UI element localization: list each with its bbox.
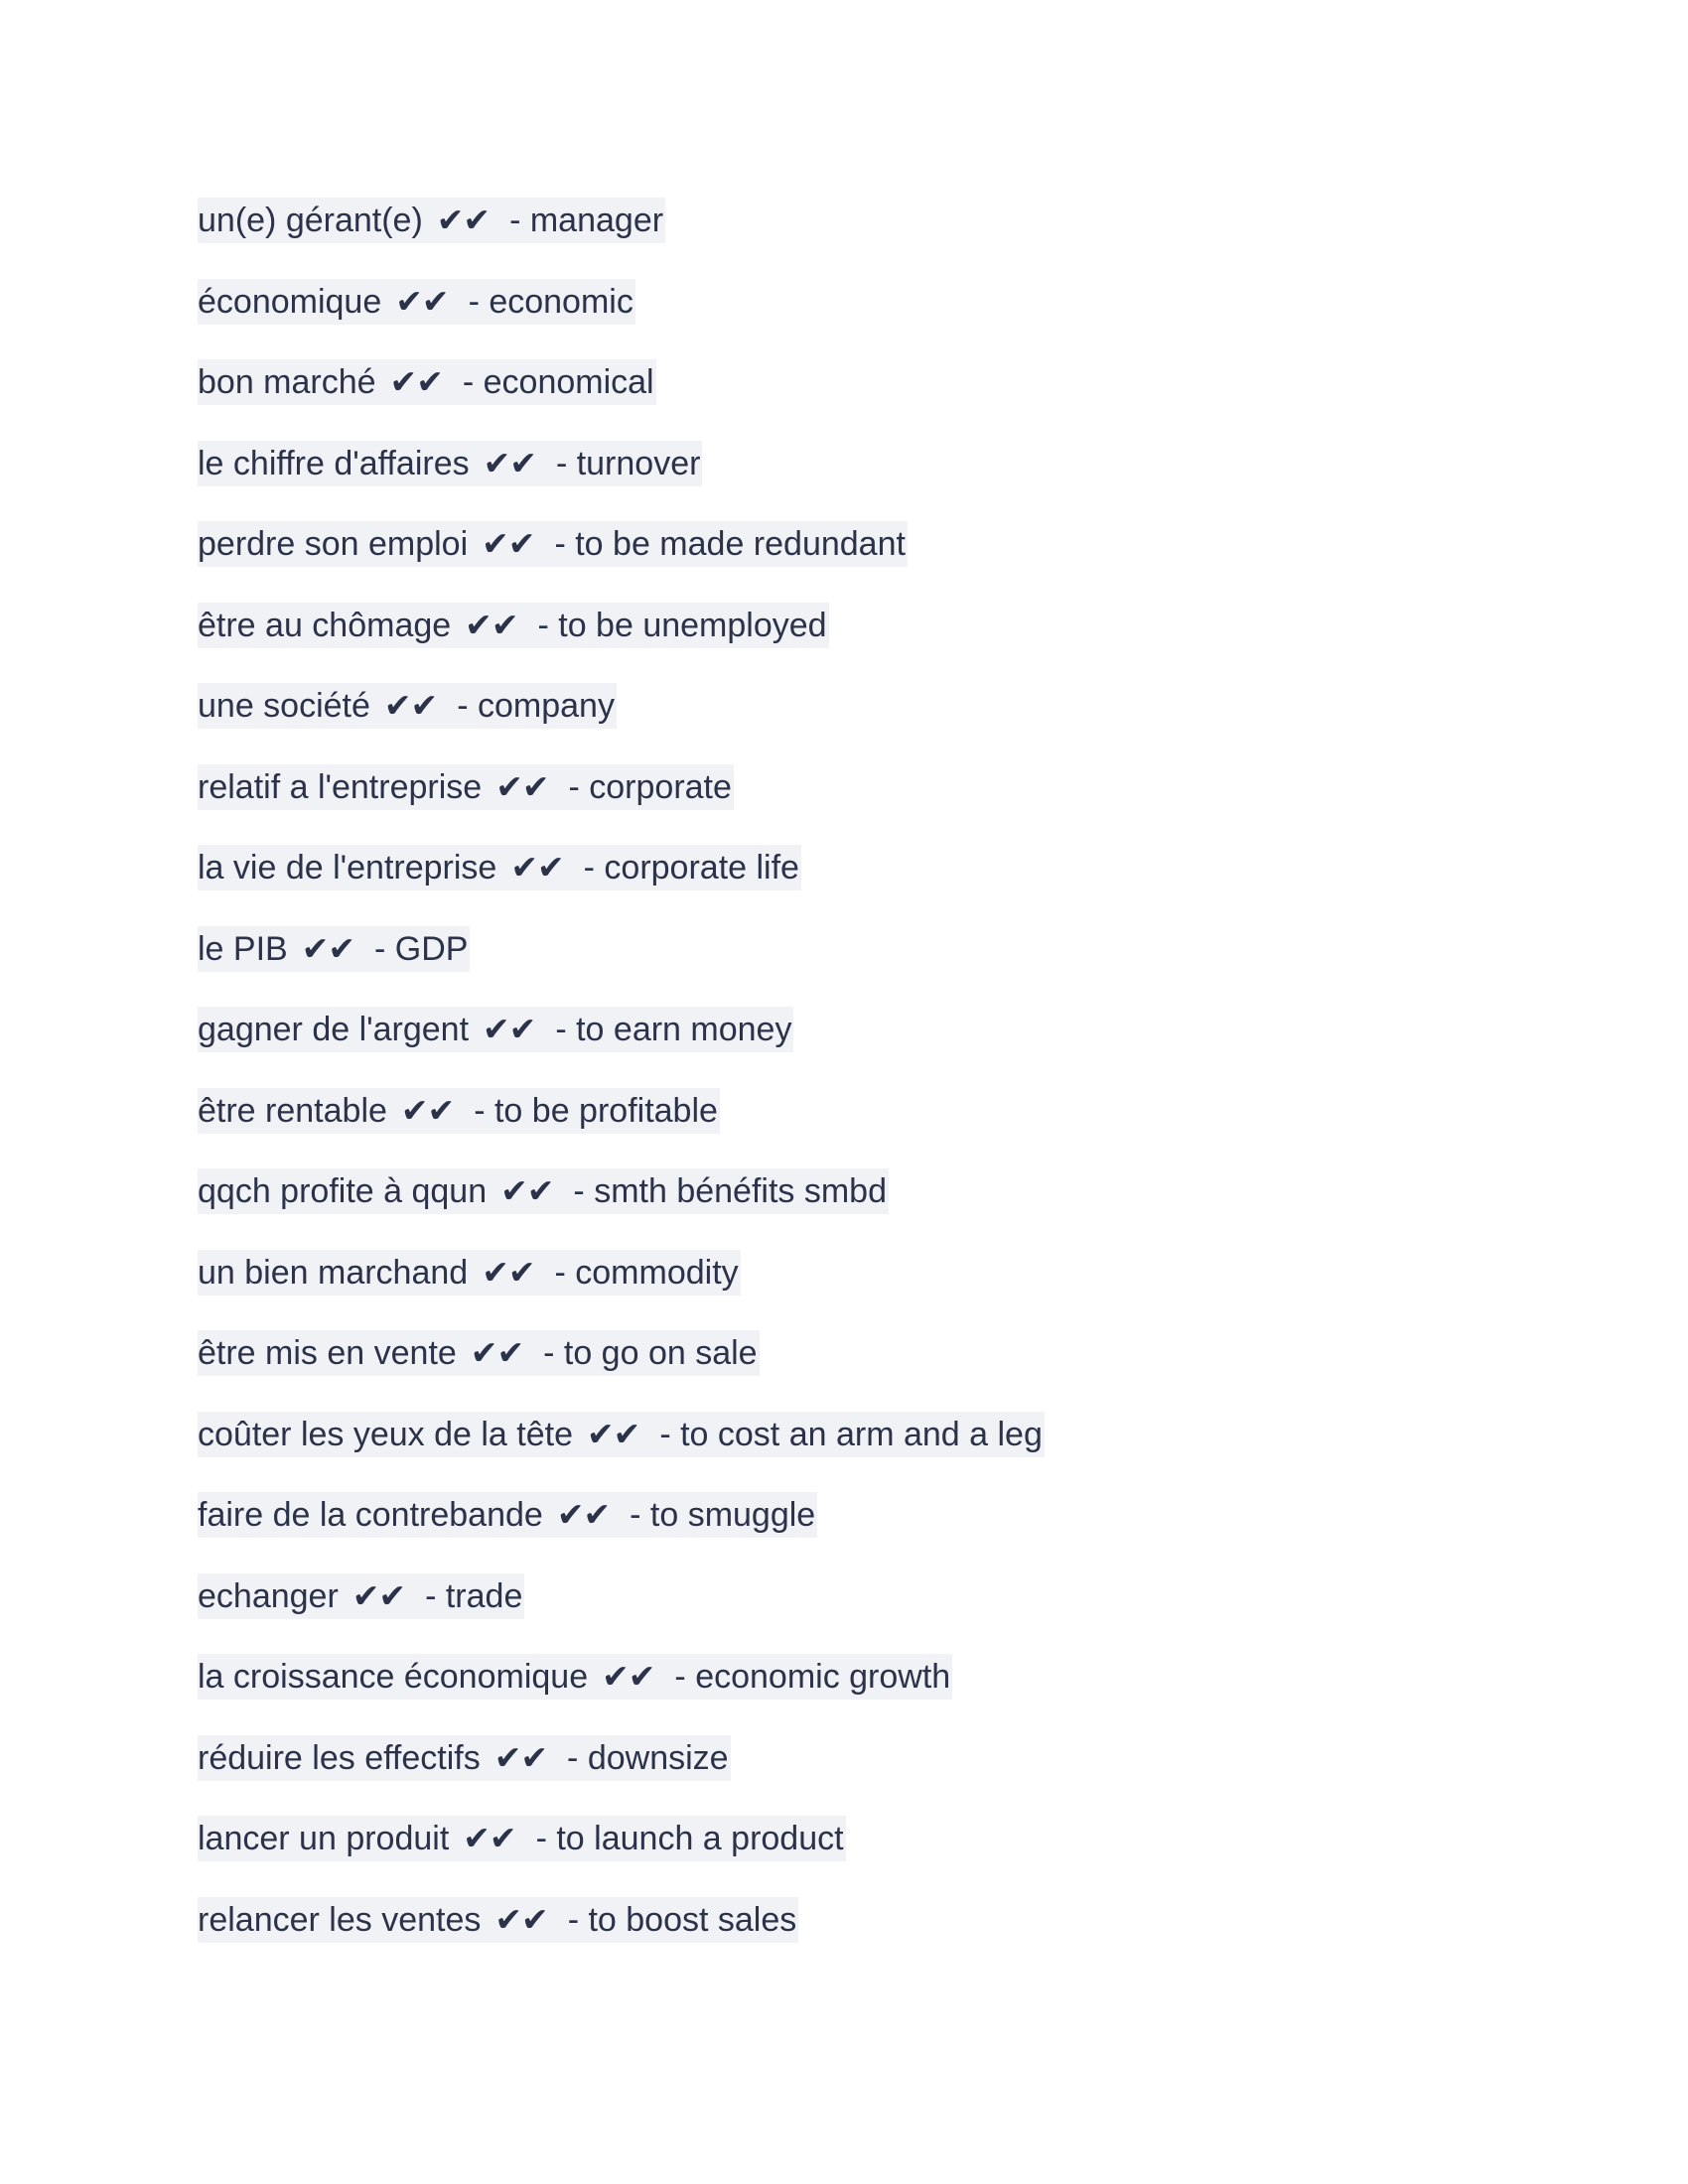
vocab-line xyxy=(198,1250,741,1296)
double-check-icon: ✔✔ xyxy=(470,1333,524,1372)
vocab-line xyxy=(198,1007,793,1052)
french-term: la croissance économique xyxy=(198,1658,589,1696)
double-check-icon: ✔✔ xyxy=(494,1899,548,1939)
double-check-icon: ✔✔ xyxy=(510,848,564,887)
double-check-icon: ✔✔ xyxy=(500,1171,554,1210)
double-check-icon: ✔✔ xyxy=(587,1414,640,1453)
vocabulary-list xyxy=(198,198,1045,1978)
french-term: gagner de l'argent xyxy=(198,1011,470,1048)
french-term: être au chômage xyxy=(198,606,452,644)
double-check-icon: ✔✔ xyxy=(482,524,535,563)
english-translation: - to be profitable xyxy=(474,1091,718,1130)
double-check-icon: ✔✔ xyxy=(352,1575,406,1615)
vocab-item xyxy=(198,1412,1045,1493)
vocab-item xyxy=(198,1654,1045,1735)
double-check-icon: ✔✔ xyxy=(301,928,355,968)
vocab-line xyxy=(198,198,665,243)
vocab-line xyxy=(198,845,801,890)
vocab-item xyxy=(198,1007,1045,1088)
double-check-icon: ✔✔ xyxy=(383,686,438,725)
vocab-line xyxy=(198,1897,798,1943)
english-translation: - to launch a product xyxy=(535,1820,844,1857)
vocab-line xyxy=(198,359,656,405)
vocab-item xyxy=(198,603,1045,684)
english-translation: - turnover xyxy=(555,444,701,482)
french-term: réduire les effectifs xyxy=(198,1738,481,1777)
double-check-icon: ✔✔ xyxy=(495,766,549,806)
vocab-line xyxy=(198,279,635,325)
english-translation: - company xyxy=(457,687,615,725)
vocab-item xyxy=(198,764,1045,846)
double-check-icon: ✔✔ xyxy=(395,281,449,321)
english-translation: - to be unemployed xyxy=(537,606,827,644)
english-translation: - trade xyxy=(425,1576,523,1615)
vocab-line xyxy=(198,683,617,729)
double-check-icon: ✔✔ xyxy=(556,1495,611,1534)
english-translation: - to cost an arm and a leg xyxy=(659,1415,1043,1453)
vocab-line xyxy=(198,1492,817,1538)
vocab-line xyxy=(198,603,829,648)
vocab-item xyxy=(198,683,1045,764)
english-translation: - to go on sale xyxy=(543,1334,758,1372)
vocab-item xyxy=(198,1088,1045,1169)
double-check-icon: ✔✔ xyxy=(436,201,491,239)
english-translation: - to earn money xyxy=(555,1011,792,1048)
vocab-item xyxy=(198,198,1045,279)
french-term: un(e) gérant(e) xyxy=(198,202,423,239)
vocab-item xyxy=(198,279,1045,360)
english-translation: - to be made redundant xyxy=(554,525,906,563)
english-translation: - to boost sales xyxy=(567,1900,797,1939)
vocab-line xyxy=(198,764,734,810)
vocab-item xyxy=(198,1330,1045,1412)
vocab-item xyxy=(198,1168,1045,1250)
french-term: qqch profite à qqun xyxy=(198,1172,488,1210)
vocab-line xyxy=(198,926,470,972)
double-check-icon: ✔✔ xyxy=(400,1090,455,1130)
double-check-icon: ✔✔ xyxy=(465,605,518,644)
english-translation: - GDP xyxy=(374,929,469,968)
vocab-item xyxy=(198,521,1045,603)
double-check-icon: ✔✔ xyxy=(463,1819,516,1857)
english-translation: - to smuggle xyxy=(630,1496,816,1534)
vocab-item xyxy=(198,845,1045,926)
double-check-icon: ✔✔ xyxy=(493,1737,548,1777)
double-check-icon: ✔✔ xyxy=(483,443,536,482)
vocab-item xyxy=(198,359,1045,441)
english-translation: - downsize xyxy=(567,1738,729,1777)
french-term: relatif a l'entreprise xyxy=(198,767,483,806)
double-check-icon: ✔✔ xyxy=(483,1010,536,1048)
vocab-line xyxy=(198,1168,889,1214)
english-translation: - smth bénéfits smbd xyxy=(573,1172,887,1210)
english-translation: - economic growth xyxy=(674,1658,951,1696)
vocab-item xyxy=(198,1735,1045,1817)
french-term: echanger xyxy=(198,1576,339,1615)
vocab-line xyxy=(198,1412,1045,1457)
vocab-line xyxy=(198,1088,720,1134)
english-translation: - economical xyxy=(462,363,654,401)
french-term: coûter les yeux de la tête xyxy=(198,1415,574,1453)
french-term: relancer les ventes xyxy=(198,1900,482,1939)
vocab-item xyxy=(198,1816,1045,1897)
french-term: une société xyxy=(198,687,370,725)
vocab-item xyxy=(198,926,1045,1008)
english-translation: - commodity xyxy=(554,1253,739,1292)
french-term: être mis en vente xyxy=(198,1334,457,1372)
french-term: économique xyxy=(198,282,382,321)
french-term: la vie de l'entreprise xyxy=(198,849,497,887)
vocab-line xyxy=(198,1816,846,1861)
vocab-line xyxy=(198,1735,731,1781)
vocab-item xyxy=(198,441,1045,522)
vocab-item xyxy=(198,1492,1045,1573)
vocab-line xyxy=(198,1330,760,1376)
double-check-icon: ✔✔ xyxy=(482,1252,535,1292)
vocab-item xyxy=(198,1573,1045,1655)
vocab-item xyxy=(198,1897,1045,1979)
english-translation: - manager xyxy=(509,202,664,239)
english-translation: - economic xyxy=(468,282,633,321)
french-term: un bien marchand xyxy=(198,1253,469,1292)
vocab-line xyxy=(198,1654,952,1700)
vocab-line xyxy=(198,1573,524,1619)
vocab-line xyxy=(198,441,702,486)
french-term: le PIB xyxy=(198,929,288,968)
vocab-item xyxy=(198,1250,1045,1331)
french-term: le chiffre d'affaires xyxy=(198,444,470,482)
english-translation: - corporate xyxy=(568,767,732,806)
french-term: être rentable xyxy=(198,1091,387,1130)
double-check-icon: ✔✔ xyxy=(389,362,443,401)
double-check-icon: ✔✔ xyxy=(602,1657,655,1696)
french-term: lancer un produit xyxy=(198,1820,450,1857)
french-term: faire de la contrebande xyxy=(198,1496,543,1534)
english-translation: - corporate life xyxy=(583,849,799,887)
vocab-line xyxy=(198,521,908,567)
french-term: bon marché xyxy=(198,363,376,401)
french-term: perdre son emploi xyxy=(198,525,469,563)
